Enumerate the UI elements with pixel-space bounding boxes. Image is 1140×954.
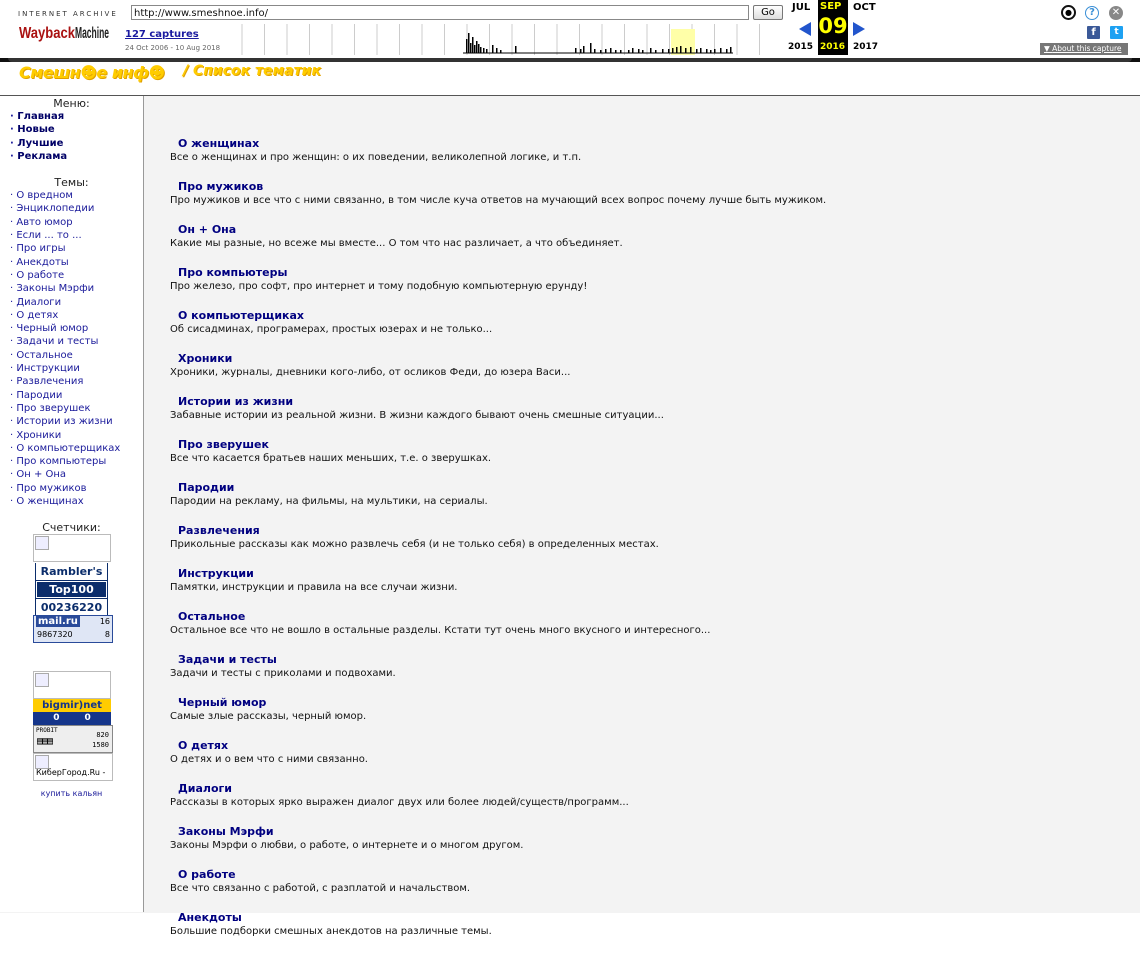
sidebar-topic-link[interactable]: · Про мужиков	[10, 482, 143, 495]
wayback-logo[interactable]	[18, 19, 109, 43]
topic-description: Остальное все что не вошло в остальные разделы. Кстати тут очень много вкусного и интересного...	[170, 625, 711, 636]
next-capture-arrow-icon[interactable]	[853, 22, 865, 36]
sparkline-bar	[483, 48, 485, 53]
sidebar-topic-link[interactable]: · Если ... то ...	[10, 229, 143, 242]
topic-description: Об сисадминах, програмерах, простых юзерах и не только...	[170, 324, 493, 335]
topic-title-link[interactable]: Законы Мэрфи	[178, 825, 274, 838]
svg-text:Machine: Machine	[75, 25, 110, 42]
topic-item	[170, 524, 1130, 551]
sidebar-topic-link[interactable]: · Авто юмор	[10, 216, 143, 229]
sidebar-topic-link[interactable]: · Про компьютеры	[10, 455, 143, 468]
topic-title-link[interactable]: Инструкции	[178, 567, 254, 580]
topic-description: Все что связанно с работой, с разплатой и начальством.	[170, 883, 471, 894]
topic-item	[170, 567, 1130, 594]
topic-description: Забавные истории из реальной жизни. В жизни каждого бывают очень смешные ситуации...	[170, 410, 664, 421]
topic-item	[170, 610, 1130, 637]
sparkline-bar	[610, 48, 612, 53]
topic-description: Пародии на рекламу, на фильмы, на мультики, на сериалы.	[170, 496, 488, 507]
prev-year-link[interactable]: 2015	[788, 42, 814, 52]
bigmir-logo: bigmir)net	[33, 699, 111, 712]
topic-title-link[interactable]: Задачи и тесты	[178, 653, 277, 666]
probit-count-1: 820	[96, 731, 109, 740]
sidebar-topic-link[interactable]: · Законы Мэрфи	[10, 282, 143, 295]
topic-title-link[interactable]: Пародии	[178, 481, 235, 494]
sparkline-bar	[685, 48, 687, 53]
rambler-line-2: Top100	[36, 581, 107, 598]
sparkline-bar	[590, 43, 592, 53]
topic-description: Рассказы в которых ярко выражен диалог двух или более людей/существ/программ...	[170, 797, 629, 808]
page-subtitle: / Список тематик	[183, 63, 321, 79]
sparkline-bar	[714, 49, 716, 53]
sparkline-bar	[632, 48, 634, 53]
sidebar-topic-link[interactable]: · Про зверушек	[10, 402, 143, 415]
rambler-top100-counter[interactable]	[35, 563, 108, 615]
counters-heading: Счетчики:	[42, 521, 101, 535]
sidebar-topic-link[interactable]: · Истории из жизни	[10, 415, 143, 428]
topic-description: Хроники, журналы, дневники кого-либо, от осликов Феди, до юзера Васи...	[170, 367, 571, 378]
sidebar-topic-link[interactable]: · Про игры	[10, 242, 143, 255]
sidebar-topic-link[interactable]: · Пародии	[10, 389, 143, 402]
sidebar	[0, 96, 144, 912]
sidebar-topic-link[interactable]: · Черный юмор	[10, 322, 143, 335]
captures-link[interactable]: 127 captures	[125, 29, 199, 40]
topic-title-link[interactable]: Про зверушек	[178, 438, 269, 451]
sidebar-topic-link[interactable]: · О компьютерщиках	[10, 442, 143, 455]
rambler-line-3: 00236220	[36, 599, 107, 616]
sparkline-bar	[696, 49, 698, 53]
toolbar-shadow	[8, 58, 1132, 62]
topic-item	[170, 180, 1130, 207]
probit-counter[interactable]	[33, 725, 113, 753]
sidebar-topic-link[interactable]: · Энциклопедии	[10, 202, 143, 215]
topic-description: Все что касается братьев наших меньших, т.е. о зверушках.	[170, 453, 492, 464]
next-month-link[interactable]: OCT	[853, 2, 876, 13]
topic-description: Про железо, про софт, про интернет и тому подобную компьютерную ерунду!	[170, 281, 588, 292]
sparkline-bar	[580, 49, 582, 53]
topic-item	[170, 825, 1130, 852]
topic-description: О детях и о вем что с ними связанно.	[170, 754, 368, 765]
topic-title-link[interactable]: Про мужиков	[178, 180, 264, 193]
topic-description: Памятки, инструкции и правила на все случаи жизни.	[170, 582, 458, 593]
topic-title-link[interactable]: О компьютерщиках	[178, 309, 305, 322]
current-year: 2016	[820, 42, 846, 52]
sparkline-bar	[720, 48, 722, 53]
capture-date-range: 24 Oct 2006 - 10 Aug 2018	[125, 44, 221, 52]
sidebar-topic-link[interactable]: · О детях	[10, 309, 143, 322]
mailru-logo: mail.ru	[38, 616, 78, 628]
sparkline-bar	[638, 49, 640, 53]
menu-item[interactable]: · Лучшие	[10, 137, 143, 150]
topic-description: Все о женщинах и про женщин: о их поведении, великолепной логике, и т.п.	[170, 152, 582, 163]
topic-description: Законы Мэрфи о любви, о работе, о интернете и о многом другом.	[170, 840, 524, 851]
topic-item	[170, 266, 1130, 293]
sparkline-bar	[650, 48, 652, 53]
internet-archive-label: INTERNET ARCHIVE	[18, 10, 118, 18]
topic-description: Самые злые рассказы, черный юмор.	[170, 711, 367, 722]
kibergorod-label: КиберГород.Ru -	[36, 768, 106, 778]
current-day: 09	[818, 14, 848, 38]
sparkline-bar	[583, 46, 585, 53]
current-month: SEP	[820, 1, 842, 12]
probit-count-2: 1580	[92, 741, 109, 750]
url-input[interactable]: http://www.smeshnoe.info/	[131, 5, 749, 20]
wayback-toolbar	[0, 0, 1140, 62]
user-account-icon[interactable]: ●	[1061, 5, 1076, 20]
about-capture-dropdown[interactable]: ▼ About this capture	[1040, 43, 1128, 55]
sparkline-bar	[472, 37, 474, 53]
broken-image-icon	[35, 755, 49, 769]
mailru-counter[interactable]	[33, 615, 113, 643]
topic-title-link[interactable]: Хроники	[178, 352, 233, 365]
topic-item	[170, 696, 1130, 723]
topic-item	[170, 782, 1130, 809]
sparkline-bar	[700, 48, 702, 53]
bigmir-count-1: 0	[53, 713, 60, 724]
topic-item	[170, 481, 1130, 508]
topic-title-link[interactable]: Анекдоты	[178, 911, 242, 924]
menu-item[interactable]: · Новые	[10, 123, 143, 136]
topic-title-link[interactable]: Про компьютеры	[178, 266, 288, 279]
sparkline-bar	[680, 46, 682, 53]
broken-image-icon	[33, 534, 111, 562]
topic-item	[170, 352, 1130, 379]
bigmir-counter[interactable]	[33, 699, 111, 725]
facebook-icon[interactable]: f	[1087, 26, 1100, 39]
topics-list	[170, 137, 1130, 954]
main-menu	[0, 110, 143, 163]
sidebar-topic-link[interactable]: · О работе	[10, 269, 143, 282]
topics-heading: Темы:	[54, 176, 89, 190]
topic-title-link[interactable]: Истории из жизни	[178, 395, 294, 408]
topic-title-link[interactable]: О женщинах	[178, 137, 260, 150]
sparkline-bar	[480, 47, 482, 53]
twitter-icon[interactable]: t	[1110, 26, 1123, 39]
topic-item	[170, 739, 1130, 766]
topic-title-link[interactable]: Остальное	[178, 610, 246, 623]
sparkline-bar	[594, 49, 596, 53]
topic-title-link[interactable]: Развлечения	[178, 524, 260, 537]
next-year-link[interactable]: 2017	[853, 42, 879, 52]
topic-title-link[interactable]: Он + Она	[178, 223, 237, 236]
topic-item	[170, 911, 1130, 938]
topic-item	[170, 309, 1130, 336]
sparkline-bar	[706, 49, 708, 53]
topic-title-link[interactable]: О детях	[178, 739, 229, 752]
probit-logo: PROBIT	[36, 727, 58, 735]
sparkline-bar	[690, 47, 692, 53]
sparkline-bar	[492, 45, 494, 53]
topic-description: Большие подборки смешных анекдотов на различные темы.	[170, 926, 492, 937]
topic-description: Какие мы разные, но всеже мы вместе... О том что нас различает, а что объединяет.	[170, 238, 623, 249]
sparkline-bar	[676, 47, 678, 53]
rambler-line-1: Rambler's	[36, 563, 107, 580]
sparkline-bar	[672, 48, 674, 53]
mailru-count-1: 16	[99, 617, 110, 627]
buy-hookah-link[interactable]: купить кальян	[40, 789, 103, 799]
sidebar-topic-link[interactable]: · О женщинах	[10, 495, 143, 508]
sparkline-bar	[476, 41, 478, 53]
site-logo[interactable]: Смешн☻е инф☻	[19, 63, 165, 82]
mailru-count-2: 9867320	[37, 630, 73, 640]
topic-item	[170, 395, 1130, 422]
sparkline-bar	[466, 39, 468, 53]
sidebar-topic-link[interactable]: · Инструкции	[10, 362, 143, 375]
menu-item[interactable]: · Реклама	[10, 150, 143, 163]
menu-heading: Меню:	[53, 97, 90, 110]
capture-sparkline[interactable]	[230, 24, 785, 55]
broken-image-icon	[33, 671, 111, 699]
topic-item	[170, 868, 1130, 895]
svg-text:Wayback: Wayback	[19, 25, 76, 42]
sidebar-topic-link[interactable]: · Он + Она	[10, 468, 143, 481]
sparkline-bar	[668, 49, 670, 53]
menu-item[interactable]: · Главная	[10, 110, 143, 123]
sparkline-bar	[726, 49, 728, 53]
kibergorod-counter[interactable]	[33, 753, 113, 781]
sidebar-topic-link[interactable]: · О вредном	[10, 189, 143, 202]
topic-item	[170, 438, 1130, 465]
sparkline-bar	[662, 49, 664, 53]
sidebar-topic-link[interactable]: · Анекдоты	[10, 256, 143, 269]
topic-title-link[interactable]: О работе	[178, 868, 236, 881]
go-button[interactable]: Go	[753, 5, 783, 20]
sparkline-bar	[474, 45, 476, 53]
sparkline-bar	[486, 49, 488, 53]
close-icon[interactable]: ✕	[1109, 6, 1123, 20]
sidebar-topic-link[interactable]: · Задачи и тесты	[10, 335, 143, 348]
sparkline-bar	[470, 43, 472, 53]
topic-title-link[interactable]: Диалоги	[178, 782, 232, 795]
sparkline-bar	[496, 48, 498, 53]
sparkline-bar	[605, 49, 607, 53]
topic-item	[170, 223, 1130, 250]
sparkline-bar	[515, 46, 517, 53]
sparkline-bar	[478, 44, 480, 53]
mailru-count-3: 8	[104, 630, 110, 640]
prev-month-link[interactable]: JUL	[792, 2, 811, 13]
topic-description: Про мужиков и все что с ними связанно, в том числе куча ответов на мучающий всех вопрос почему лучше быть мужиком.	[170, 195, 827, 206]
sparkline-bar	[468, 33, 470, 53]
sparkline-bar	[730, 47, 732, 53]
prev-capture-arrow-icon[interactable]	[799, 22, 811, 36]
probit-bars-icon: ▤▤▤	[37, 736, 53, 748]
help-icon[interactable]: ?	[1085, 6, 1099, 20]
sidebar-topic-link[interactable]: · Диалоги	[10, 296, 143, 309]
topic-description: Задачи и тесты с приколами и подвохами.	[170, 668, 396, 679]
about-capture-label: About this capture	[1052, 44, 1122, 53]
topic-item	[170, 653, 1130, 680]
topic-description: Прикольные рассказы как можно развлечь себя (и не только себя) в определенных местах.	[170, 539, 659, 550]
sparkline-bar	[575, 48, 577, 53]
sidebar-topic-link[interactable]: · Остальное	[10, 349, 143, 362]
sidebar-topic-link[interactable]: · Хроники	[10, 429, 143, 442]
topics-menu	[0, 189, 143, 508]
topic-item	[170, 137, 1130, 164]
bigmir-count-2: 0	[84, 713, 91, 724]
topic-title-link[interactable]: Черный юмор	[178, 696, 267, 709]
sidebar-topic-link[interactable]: · Развлечения	[10, 375, 143, 388]
